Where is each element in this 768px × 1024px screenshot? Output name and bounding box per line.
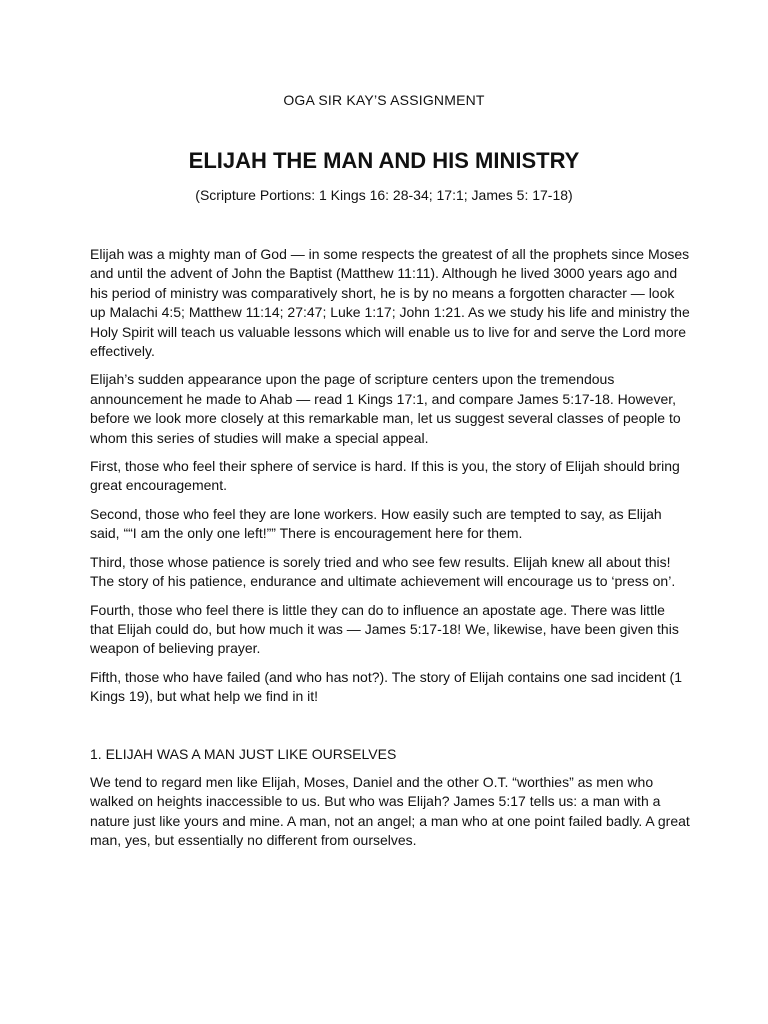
paragraph-fifth: Fifth, those who have failed (and who has not?). The story of Elijah contains one sad incident (1 Kings 19), but what help we find in it! [90, 668, 682, 705]
assignment-label: OGA SIR KAY’S ASSIGNMENT [283, 92, 485, 108]
paragraph-intro: Elijah was a mighty man of God — in some respects the greatest of all the prophets since Moses and until the advent of John the Baptist (Matthew 11:11). Although he lived 3000 years ago and his period of ministry was comparatively short, he is by no means a forgotten character — look up Malachi 4:5; Matthew 11:14; 27:47; Luke 1:17; John 1:21. As we study his life and ministry the Holy Spirit will teach us valuable lessons which will enable us to live for and serve the Lord more effectively. [90, 246, 690, 360]
paragraph-first: First, those who feel their sphere of service is hard. If this is you, the story of Elijah should bring great encouragement. [90, 458, 680, 494]
document-body [90, 245, 690, 860]
section-paragraph: We tend to regard men like Elijah, Moses, Daniel and the other O.T. “worthies” as men who walked on heights inaccessible to us. But who was Elijah? James 5:17 tells us: a man with a nature just like yours and mine. A man, not an angel; a man who at one point failed badly. A great man, yes, but essentially no different from ourselves. [90, 773, 690, 849]
paragraph-appearance: Elijah’s sudden appearance upon the page of scripture centers upon the tremendous announcement he made to Ahab — read 1 Kings 17:1, and compare James 5:17-18. However, before we look more closely at this remarkable man, let us suggest several classes of people to whom this series of studies will make a special appeal. [90, 371, 681, 446]
paragraph-third: Third, those whose patience is sorely tried and who see few results. Elijah knew all about this! The story of his patience, endurance and ultimate achievement will encourage us to ‘press on’. [90, 553, 676, 590]
paragraph-second: Second, those who feel they are lone workers. How easily such are tempted to say, as Elijah said, ““I am the only one left!”” There is encouragement here for them. [90, 505, 662, 542]
section-heading: 1. ELIJAH WAS A MAN JUST LIKE OURSELVES [90, 745, 397, 762]
paragraph-fourth: Fourth, those who feel there is little they can do to influence an apostate age. There was little that Elijah could do, but how much it was — James 5:17-18! We, likewise, have been given this weapon of believing prayer. [90, 601, 679, 657]
scripture-portions: (Scripture Portions: 1 Kings 16: 28-34; 17:1; James 5: 17-18) [195, 187, 573, 203]
document-title: ELIJAH THE MAN AND HIS MINISTRY [188, 148, 580, 173]
